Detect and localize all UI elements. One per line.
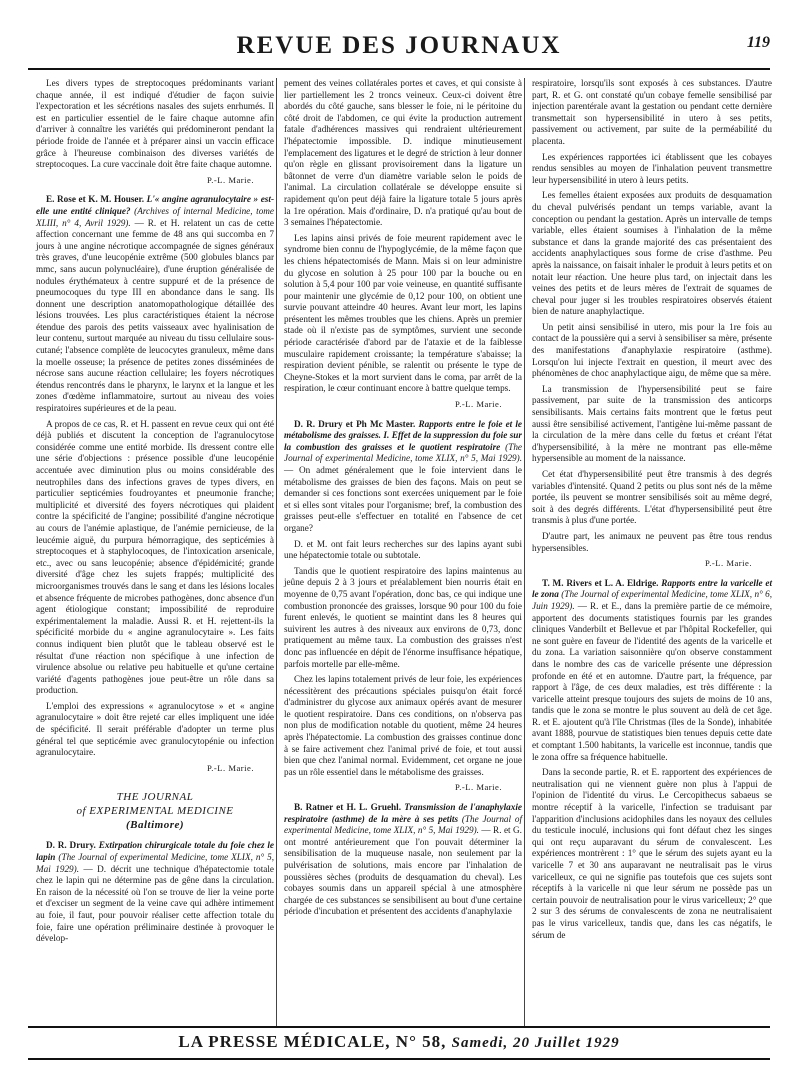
header-rule [28, 68, 770, 70]
paragraph: Chez les lapins totalement privés de leur foie, les expériences nécessitèrent des précautions spéciales puisqu'on était forcé d'administrer du glycose aux animaux opérés avant de mesurer le quotient respiratoire. Dans ces conditions, on n'observa pas non plus de modification notable du quotient, même 24 heures après l'hépatectomie. La combustion des graisses continue donc à se faire activement chez l'animal privé de foie, et tout aussi bien que chez l'animal normal. Evidemment, cet organe ne joue pas un rôle essentiel dans le métabolisme des graisses. [284, 674, 522, 777]
article-title: Rapports entre la varicelle et le zona [532, 577, 773, 600]
article-authors: E. Rose et K. M. Houser. [46, 194, 144, 205]
article-text: — D. décrit une technique d'hépatectomie totale chez le lapin qui ne détermine pas de gêne dans la circulation. En raison de la nécessité où l'on se trouve de lier la veine porte et d'exciser un segment de la veine cave qui adhère intimement au foie, il faut, pour pouvoir réaliser cette affection totale du foie, faire une opération préliminaire destinée à provoquer le dévelop- [36, 863, 275, 944]
column-divider [524, 78, 525, 1028]
article-drury-mcmaster [284, 419, 522, 535]
article-source: (The Journal of experimental Medicine, tome XLIX, n° 5, Mai 1929). [284, 813, 522, 836]
article-authors: T. M. Rivers et L. A. Eldrige. [542, 577, 659, 588]
article-title: L'« angine agranulocytaire » est-elle une entité clinique? [36, 194, 274, 216]
paragraph: Les lapins ainsi privés de foie meurent rapidement avec le syndrome bien connu de l'hypoglycémie, de la même façon que les chiens hépatectomisés de Mann. Mais si on leur administre du glycose en solution à 25 pour 100 par la bouche ou en solution à 5,4 pour 100 par voie veineuse, en quantité suffisante pour maintenir une glycémie de 0,12 pour 100, on obtient une survie pouvant atteindre 40 heures. Avant leur mort, les lapins présentent les mêmes troubles que les chiens. Après un premier stade où il n'existe pas de symptômes, survient une seconde période caractérisée d'abord par de l'ataxie et de la faiblesse musculaire rapidement croissante; la température s'abaisse; la respiration devient pénible, se ralentit ou présente le type de Cheyne-Stokes et la mort survient dans le coma, par arrêt de la respiration, le cœur continuant encore à battre quelque temps. [284, 232, 522, 394]
article-drury [36, 840, 274, 944]
column-2 [284, 78, 522, 922]
footer-rule-bottom [28, 1058, 770, 1060]
article-authors: D. R. Drury et Ph Mc Master. [294, 418, 416, 429]
page-number: 119 [746, 34, 770, 51]
signature: P.-L. Marie. [704, 558, 752, 569]
article-title: Rapports entre le foie et le métabolisme des graisses. I. Effet de la suppression du foie sur la combustion des graisses et le quotient respiratoire [284, 418, 522, 452]
article-source: (The Journal of experimental Medicine, tome XLIX, n° 5, Mai 1929). [284, 441, 523, 464]
section-subtitle: of EXPERIMENTAL MEDICINE [76, 805, 234, 818]
article-rose-houser [36, 194, 274, 414]
footer-date: Samedi, 20 Juillet 1929 [451, 1035, 620, 1051]
article-text: — R. et G. ont montré antérieurement que l'on pouvait déterminer la sensibilisation de la muqueuse nasale, non seulement par la pulvérisation de solutions, mais encore par l'inhalation de poussières sèches (produits de desquamation du cheval). Les cobayes soumis dans un appareil spécial à une atmosphère chargée de ces substances se sensibilisent au bout d'une certaine période d'incubation et présentent des accidents d'anaphylaxie [284, 825, 522, 917]
article-authors: B. Ratner et H. L. Gruehl. [294, 802, 402, 813]
paragraph: La transmission de l'hypersensibilité peut se faire passivement, par suite de la transmission des anticorps sensibilisants. Mais certains faits montrent que le fœtus peut aussi être sensibilisé activement, l'antigène lui-même passant de la circulation de la mère dans celle du fœtus et créant l'état d'hypersensibilité, à la mère ne montrant pas elle-même hypersensible au moment de la naissance. [532, 383, 772, 464]
paragraph: Cet état d'hypersensibilité peut être transmis à des degrés variables d'intensité. Quand 2 petits ou plus sont nés de la même portée, ils peuvent se montrer sensibilisés soit au même degré, soit à des degrés différents. L'état d'hypersensibilité peut être transmis à plus d'une portée. [532, 469, 772, 526]
signature: P.-L. Marie. [454, 399, 502, 410]
paragraph: pement des veines collatérales portes et caves, et qui consiste à lier partiellement les 2 troncs veineux. Ceux-ci doivent être abordés du côté gauche, sans blesser le foie, ni le péritoine du côté droit de l'abdomen, ce qui évite la production autrement fatale d'adhérences massives qui rendraient ultérieurement l'hépatectomie impossible. D. indique minutieusement l'emplacement des ligatures et le degré de striction à leur donner qu'on règle en glissant provisoirement dans la ligature un bâtonnet de verre d'un diamètre variable selon le poids de l'animal. La circulation collatérale se développe ensuite si rapidement qu'on peut déjà faire la ligature totale 5 jours après la 1re opération. Mais d'ordinaire, D. n'a pratiqué qu'au bout de 3 semaines l'hépatectomie. [284, 78, 522, 228]
section-city: (Baltimore) [125, 819, 185, 832]
article-source: (The Journal of experimental Medicine, tome XLIX, n° 5, Mai 1929). [36, 852, 275, 874]
signature: P.-L. Marie. [206, 174, 254, 185]
article-authors: D. R. Drury. [46, 840, 96, 851]
signature: P.-L. Marie. [206, 762, 254, 773]
article-text: — R. et H. relatent un cas de cette affection concernant une femme de 48 ans qui succomba en 7 jours à une angine nécrotique accompagnée de signes généraux très graves, d'une leucopénie extrême (500 globules blancs par mmc, sans aucun polynucléaire), d'une éruption généralisée de nodules érythémateux à centre suppuré et de la présence de pneumocoques du type III en abondance dans le sang. Ils donnent une description anatomopathologique détaillée des lésions trouvées. Les plus caractéristiques étaient la nécrose étendue des parois des petits vaisseaux avec hyalinisation de leur contenu, surtout marquée au niveau du tissu cellulaire sous-cutané; l'absence complète de leucocytes granuleux, même dans la moelle osseuse; la présence de petites zones disséminées de nécrose sans aucune réaction cellulaire; les foyers nécrotiques étendus rencontrés dans le pharynx, le larynx et la langue et les zones d'œdème inflammatoire, surtout au niveau des voies respiratoires supérieures et de la peau. [36, 217, 274, 414]
article-rivers-eldrige [532, 578, 772, 764]
article-ratner-gruehl [284, 802, 522, 918]
paragraph: Dans la seconde partie, R. et E. rapportent des expériences de neutralisation qui ne viennent guère non plus à l'appui de l'opinion de l'identité du virus. Le Cercopithecus sabaeus se montre réceptif à la varicelle, l'infection se traduisant par l'apparition d'inclusions acidophiles dans les noyaux des cellules du testicule inoculé, inclusions qui font défaut chez les singes qui ont reçu auparavant du sérum de convalescent. Les expériences montrèrent : 1° que le sérum des sujets ayant eu la varicelle 7 et 30 ans auparavant ne neutralisait pas le virus varicelleux, ce qui ne signifie pas toutefois que ces sujets sont réceptifs à la varicelle ni que leur sérum ne possède pas un certain pouvoir de neutralisation pour le virus varicelleux; 2° que 2 sur 3 des sérums de convalescents de zona ne neutralisaient pas le virus varicelleux, tandis que, dans les cas négatifs, le sérum de [532, 767, 772, 940]
article-source: (The Journal of experimental Medicine, tome XLIX, n° 6, Juin 1929). [532, 589, 773, 611]
footer-rule-top [28, 1026, 770, 1028]
article-title: Transmission de l'anaphylaxie respiratoire (asthme) de la mère à ses petits [284, 802, 522, 824]
journal-title: REVUE DES JOURNAUX [236, 32, 562, 59]
article-title: Extirpation chirurgicale totale du foie chez le lapin [36, 840, 275, 863]
column-1 [36, 78, 274, 949]
section-heading [36, 790, 274, 832]
article-source: (Archives of internal Medicine, tome XLIII, n° 4, Avril 1929). [36, 205, 275, 228]
column-3 [532, 78, 772, 945]
signature: P.-L. Marie. [454, 782, 502, 793]
paragraph: Un petit ainsi sensibilisé in utero, mis pour la 1re fois au contact de la poussière qui a servi à sensibiliser sa mère, présente des manifestations d'anaphylaxie respiratoire (asthme). Lorsqu'on lui injecte l'extrait en question, il meurt avec des phénomènes de choc anaphylactique aigu, de même que sa mère. [532, 321, 772, 379]
paragraph: Les expériences rapportées ici établissent que les cobayes rendus sensibles au moyen de l'inhalation peuvent transmettre leur hypersensibilité in utero à leurs petits. [532, 151, 772, 185]
paragraph: Les femelles étaient exposées aux produits de desquamation du cheval pulvérisés pendant un temps variable, avant la conception ou pendant la gestation. Après un intervalle de temps variable, elles étaient soumises à l'inhalation de la même substance et dans la grande majorité des cas présentaient des accidents anaphylactiques sous forme de crise d'asthme. Peu après la naissance, on faisait inhaler le produit à leurs petits et on notait leur réaction. Une heure plus tard, on injectait dans les veines des petits et de leurs mères de l'extrait de squames de cheval pour juger si les troubles respiratoires observés étaient bien de nature anaphylactique. [532, 190, 772, 317]
paragraph: D. et M. ont fait leurs recherches sur des lapins ayant subi une hépatectomie totale ou subtotale. [284, 538, 522, 561]
paragraph: Tandis que le quotient respiratoire des lapins maintenus au jeûne depuis 2 à 3 jours et préalablement bien nourris était en moyenne de 0,75 avant l'opération, donc bas, ce qui indique une combustion prononcée des graisses, lorsque 90 pour 100 du foie furent enlevés, le quotient se maintint dans les 8 heures qui suivirent les autres à des niveaux aux environs de 0,73, donc pratiquement au même taux. La combustion des graisses n'est donc pas influencée en dépit de l'énorme insuffisance hépatique, parfois mortelle par elle-même. [284, 565, 522, 669]
section-title: THE JOURNAL [116, 791, 194, 804]
article-text: — On admet généralement que le foie intervient dans le métabolisme des graisses de bien des façons. Mais on peut se demander si ces fonctions sont exercées uniquement par le foie et si elles sont vitales pour l'organisme; bref, la combustion des graisses peut-elle s'effectuer en totalité en l'absence de cet organe? [284, 465, 522, 533]
column-divider [276, 78, 277, 1028]
article-text: — R. et E., dans la première partie de ce mémoire, apportent des documents statistiques fournis par les grandes cliniques Vanderbilt et Bellevue et par l'hôpital Rockefeller, qui ne sont guère en faveur de l'identité des agents de la varicelle et du zona. La variation saisonnière qu'on observe constamment dans le nombre des cas de varicelle présente une dépression profonde en été et en automne. D'autre part, la fréquence, par rapport à l'âge, de ces deux maladies, est très différente : la varicelle atteint presque toujours des sujets de moins de 10 ans, tandis que le zona se montre le plus souvent au delà de cet âge. R. et E. ajoutent qu'à l'île Christmas (îles de la Sonde), inhabitée avant 1888, pourvue de statistiques bien tenues depuis cette date et comptant 1.500 habitants, la varicelle est inconnue, tandis que le zona offre sa fréquence habituelle. [532, 600, 772, 762]
paragraph: D'autre part, les animaux ne peuvent pas être tous rendus hypersensibles. [532, 530, 772, 553]
paragraph: A propos de ce cas, R. et H. passent en revue ceux qui ont été déjà publiés et discutent la conception de l'agranulocytose considérée comme une entité morbide. Ils dressent contre elle une série d'objections : présence possible d'une leucopénie accentuée avec diminution plus ou moins considérable des neutrophiles dans des infections graves de types divers, en particulier septicémies foudroyantes et pneumonie franche; multiplicité et diversité des foyers nécrotiques qui plaident contre la spécificité de l'angine; possibilité d'angine nécrotique au cours de l'anémie aplastique, de l'anémie pernicieuse, de la leucémie aiguë, du purpura hémorragique, des septicémies à streptocoques et à staphylocoques, de l'intoxication arsenicale, etc., avec ou sans leucopénie; absence d'épidémicité; grande diversité d'âge chez les sujets frappés; multiplicité des microorganismes trouvés dans le sang et dans les lésions locales et absence fréquente de microbes pathogènes, donc absence d'un agent étiologique constant; impossibilité de reproduire expérimentalement la maladie. Aussi R. et H. rejettent-ils la spécificité morbide du « angine agranulocytaire ». Les faits connus indiquent bien plutôt que le tableau observé est le résultat d'une réaction non spécifique à une infection de virulence absolue ou relative peu habituelle et qu'une certaine variété d'agents pathogènes joue peut-être un rôle dans sa production. [36, 418, 274, 696]
footer-issue: N° 58, [395, 1032, 447, 1051]
page-footer [28, 1032, 770, 1054]
paragraph: L'emploi des expressions « agranulocytose » et « angine agranulocytaire » doit être rejeté car elles impliquent une idée de spécificité. Il serait préférable d'adopter un terme plus général tel que septicémie avec granulocytopénie ou infection agranulocytaire. [36, 700, 274, 758]
paragraph: respiratoire, lorsqu'ils sont exposés à ces substances. D'autre part, R. et G. ont constaté qu'un cobaye femelle sensibilisé par injection parentérale avant la gestation ou pendant cette dernière transmettait son hypersensibilité in utero à ses petits, passivement ou activement, par suite de la perméabilité du placenta. [532, 78, 772, 146]
paragraph: Les divers types de streptocoques prédominants variant chaque année, il est indiqué d'étudier de façon suivie l'expectoration et les sécrétions nasales des sujets enrhumés. Il est en particulier essentiel de le faire chaque automne afin d'arriver à connaître les variétés qui prédomineront pendant la période froide de l'année et à préparer ainsi un vaccin efficace grâce à l'heureuse combinaison des diverses variétés de streptocoques. La cure vaccinale doit être faite chaque automne. [36, 78, 274, 170]
footer-journal: LA PRESSE MÉDICALE, [178, 1032, 391, 1051]
page-header [28, 26, 770, 70]
